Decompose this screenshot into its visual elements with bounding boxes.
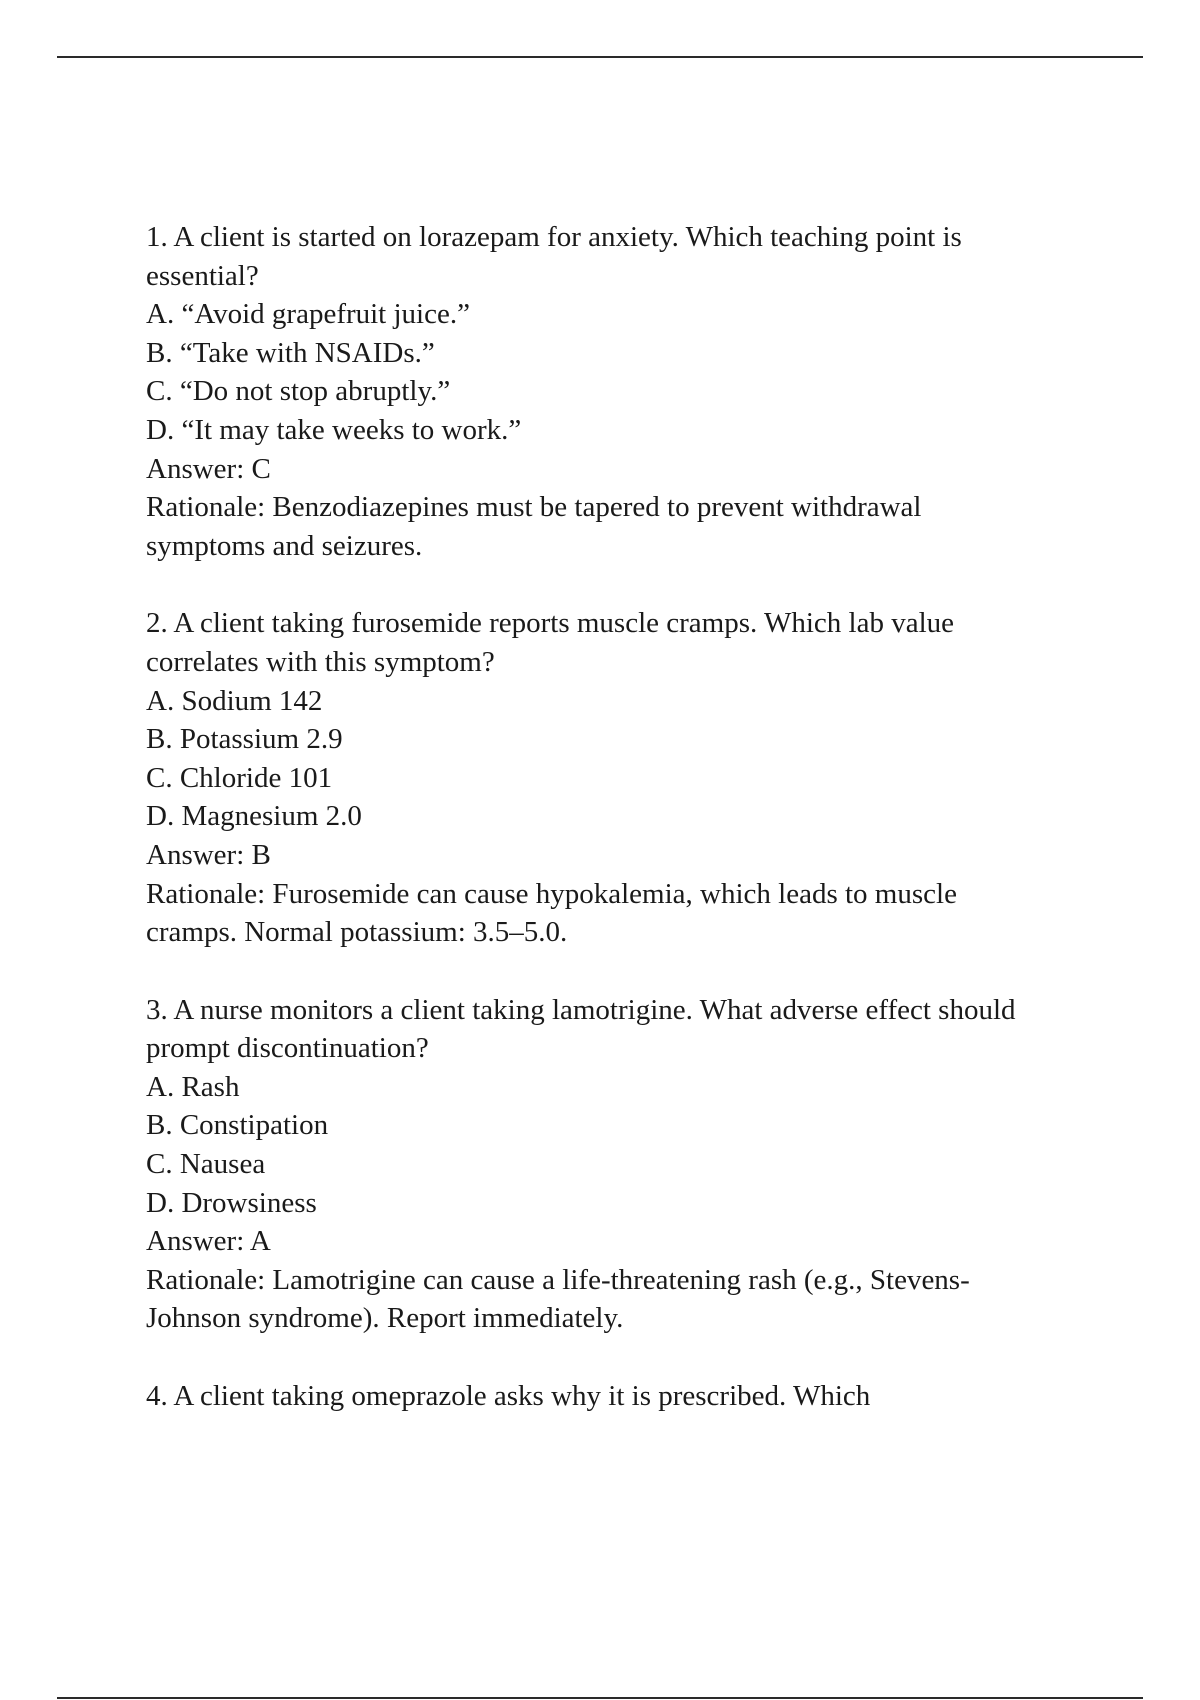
question-stem: 1. A client is started on lorazepam for anxiety. Which teaching point is essential?	[146, 221, 962, 292]
option-b: B. Potassium 2.9	[146, 723, 343, 756]
footer-rule	[57, 1697, 1143, 1699]
question-stem: 4. A client taking omeprazole asks why it is prescribed. Which	[146, 1380, 871, 1413]
document-body	[146, 218, 1026, 1455]
option-a: A. “Avoid grapefruit juice.”	[146, 298, 470, 331]
rationale-line: Rationale: Lamotrigine can cause a life-threatening rash (e.g., Stevens-Johnson syndrome). Report immediately.	[146, 1263, 970, 1335]
question-1	[146, 218, 1026, 565]
option-b: B. Constipation	[146, 1109, 329, 1142]
option-a: A. Rash	[146, 1070, 240, 1103]
option-d: D. “It may take weeks to work.”	[146, 413, 522, 446]
question-4	[146, 1377, 1026, 1416]
option-c: C. Nausea	[146, 1148, 266, 1181]
option-d: D. Drowsiness	[146, 1186, 317, 1219]
option-c: C. “Do not stop abruptly.”	[146, 375, 451, 408]
answer-line: Answer: A	[146, 1225, 271, 1258]
question-stem: 2. A client taking furosemide reports muscle cramps. Which lab value correlates with this symptom?	[146, 607, 955, 678]
answer-line: Answer: C	[146, 452, 271, 485]
option-c: C. Chloride 101	[146, 761, 333, 794]
option-b: B. “Take with NSAIDs.”	[146, 336, 435, 369]
answer-line: Answer: B	[146, 838, 271, 871]
rationale-line: Rationale: Furosemide can cause hypokalemia, which leads to muscle cramps. Normal potassium: 3.5–5.0.	[146, 877, 957, 949]
option-a: A. Sodium 142	[146, 684, 323, 717]
question-stem: 3. A nurse monitors a client taking lamotrigine. What adverse effect should prompt discontinuation?	[146, 993, 1016, 1065]
rationale-line: Rationale: Benzodiazepines must be tapered to prevent withdrawal symptoms and seizures.	[146, 491, 922, 562]
option-d: D. Magnesium 2.0	[146, 800, 362, 833]
question-2	[146, 604, 1026, 951]
question-3	[146, 991, 1026, 1338]
header-rule	[57, 56, 1143, 58]
